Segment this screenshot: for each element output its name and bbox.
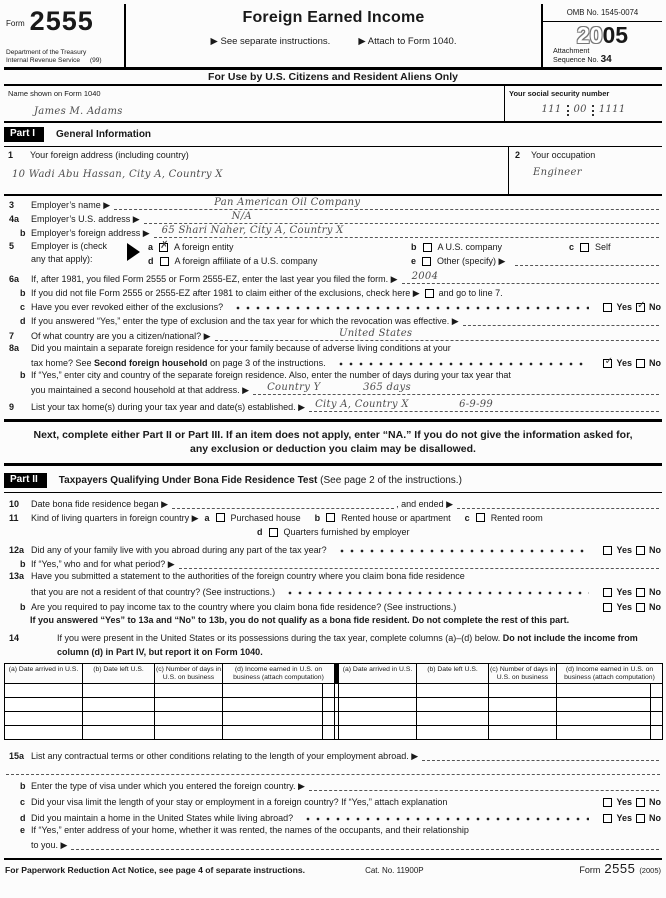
line-4b: b Employer’s foreign address ▶ 65 Shari Naher, City A, Country X [4,225,662,239]
name-ssn-row [4,86,662,123]
checkbox-13a-yes[interactable] [603,588,612,597]
line-6c: c Have you ever revoked either of the exclusions? Yes ✓ No [20,299,661,312]
line8b-text2: you maintained a second household at that address. ▶ [31,385,250,395]
employer-us-address-field[interactable] [144,212,659,224]
line-8a: 8a Did you maintain a separate foreign residence for your family because of adverse living conditions at your tax home? See Second foreign household on page 3 of the instructions. ✓ Yes No [9,343,661,368]
table-row[interactable] [5,712,663,726]
checkbox-8a-no[interactable] [636,359,645,368]
page-title: Foreign Earned Income [242,9,425,26]
line6d-label: If you answered “Yes,” enter the type of exclusion and the tax year for which the revocation was effective. ▶ [31,316,459,326]
col-days-us: (c) Number of days in U.S. on business [155,664,223,684]
line10-label1: Date bona fide residence began ▶ [31,499,169,509]
option-11b-rented-house: b Rented house or apartment [314,512,451,523]
line15e-text2: to you. ▶ [31,840,68,850]
checkbox-11a-purchased-house[interactable] [216,513,225,522]
revocation-field[interactable] [463,314,659,326]
yesno-15c [603,796,661,808]
table-row[interactable] [5,726,663,740]
line-9: 9 List your tax home(s) during your tax year and date(s) established. ▶ City A, Country X 6-9-99 [4,396,662,413]
department-block [6,49,122,65]
checkbox-8a-yes[interactable]: ✓ [604,355,614,367]
yesno-15d [603,812,661,824]
line15b-label: Enter the type of visa under which you entered the foreign country. ▶ [31,781,305,791]
line4b-label: Employer’s foreign address ▶ [31,228,150,238]
attachment-sequence: Attachment Sequence No. 34 [553,46,612,65]
col-days-us: (c) Number of days in U.S. on business [489,664,557,684]
part2-title-note: (See page 2 of the instructions.) [320,474,462,486]
option-5d-foreign-affiliate: d A foreign affiliate of a U.S. company [148,256,318,266]
employer-name-value: Pan American Oil Company [214,197,361,208]
form-header [4,4,662,70]
yesno-6c [603,301,661,313]
see-instructions-note: ▶ See separate instructions. [210,36,331,47]
yes-label: Yes [616,358,632,368]
tax-home-date: 6-9-99 [459,399,494,410]
yes-label: Yes [616,813,632,823]
omb-year-block [541,4,662,67]
line12a-label: Did any of your family live with you abroad during any part of the tax year? [31,545,327,555]
second-household-country: Country Y [267,382,321,393]
paperwork-notice: For Paperwork Reduction Act Notice, see page 4 of separate instructions. [5,865,306,875]
tax-home-field[interactable] [309,400,659,412]
line12b-label: If “Yes,” who and for what period? ▶ [31,559,175,569]
option-11d-employer-quarters: d Quarters furnished by employer [257,527,410,537]
checkbox-13a-no[interactable] [636,588,645,597]
form-title-block [126,4,541,67]
line15a-label: List any contractual terms or other conditions relating to the length of your employment abroad. ▶ [31,751,419,761]
table-row[interactable] [5,684,663,698]
checkbox-6c-yes[interactable] [603,303,612,312]
line-10: 10 Date bona fide residence began ▶ , and ended ▶ [4,493,662,510]
dot-leader [303,817,589,821]
line-8b: b If “Yes,” enter city and country of the separate foreign residence. Also, enter the number of days during your tax year that you maintained a second household at that address. ▶ Country Y 365 days [4,369,662,396]
checkbox-5c-self[interactable] [580,243,589,252]
line13b-label: Are you required to pay income tax to the country where you claim bona fide residence? (See instructions.) [31,602,457,612]
yes-label: Yes [616,587,632,597]
line14-text: If you were present in the United States or its possessions during the tax year, complete columns (a)–(d) below. [57,633,503,643]
checkbox-12a-yes[interactable] [603,546,612,555]
option-5c-self: c Self [569,242,611,252]
col-date-arrived: (a) Date arrived in U.S. [339,664,417,684]
checkbox-5a-foreign-entity[interactable]: ✗ [160,239,169,251]
no-label: No [649,813,661,823]
second-foreign-household: Second foreign household [94,358,208,368]
line-6a: 6a If, after 1981, you filed Form 2555 or Form 2555-EZ, enter the last year you filed the form. ▶ 2004 [4,270,662,285]
line7-label: Of what country are you a citizen/national? ▶ [31,331,211,341]
option-11a-purchased-house: a Purchased house [204,512,301,523]
sequence-number: 34 [600,53,612,65]
checkbox-13b-no[interactable] [636,603,645,612]
checkbox-5b-us-company[interactable] [423,243,432,252]
yesno-13b [603,601,661,613]
yesno-8a [603,357,661,369]
checkbox-5d-foreign-affiliate[interactable] [160,257,169,266]
last-year-filed-field[interactable] [402,272,659,284]
part1-header [4,123,662,147]
checkbox-11b-rented-house[interactable] [326,513,335,522]
line9-label: List your tax home(s) during your tax year and date(s) established. ▶ [31,402,306,412]
ssn-value: 111 00 1111 [541,104,626,115]
line-12b: b If “Yes,” who and for what period? ▶ [4,556,662,570]
foreign-address-value: 10 Wadi Abu Hassan, City A, Country X [12,169,223,180]
line-4a: 4a Employer’s U.S. address ▶ N/A [4,211,662,225]
residence-ended-field[interactable] [457,497,659,509]
table-header-row [5,664,663,684]
second-household-days: 365 days [363,382,411,393]
form-footer [4,858,662,877]
option-5b-us-company: b A U.S. company [411,242,503,252]
no-label: No [649,545,661,555]
occupation-value: Engineer [533,167,582,178]
option-5a-foreign-entity: a ✗ A foreign entity [148,239,234,252]
no-label: No [649,302,661,312]
dot-leader [285,591,589,595]
residence-began-field[interactable] [172,497,394,509]
checkbox-15c-no[interactable] [636,798,645,807]
line-5: 5 Employer is (check any that apply): a ✗ A foreign entity b A U.S. company c Self d A foreign affiliate of a U.S. company e Other (specify) ▶ [4,239,662,270]
line11-label: Kind of living quarters in foreign country ▶ [31,512,199,523]
checkbox-15c-yes[interactable] [603,798,612,807]
employer-name-field[interactable] [114,198,659,210]
citizen-country-field[interactable] [215,329,659,341]
checkbox-6c-no[interactable]: ✓ [637,299,646,311]
line-6d: d If you answered “Yes,” enter the type of exclusion and the tax year for which the revocation was effective. ▶ [4,313,662,327]
foreign-address-field[interactable]: 1 Your foreign address (including country) 10 Wadi Abu Hassan, City A, Country X [4,147,508,194]
line6b-suffix: and go to line 7. [438,288,503,298]
checkbox-13b-yes[interactable] [603,603,612,612]
part2-header [4,469,662,493]
last-year-filed-value: 2004 [411,271,439,282]
checkbox-6b-check-here[interactable] [425,289,434,298]
dept-line2: Internal Revenue Service [6,57,81,64]
ssn-separator [592,105,594,116]
omb-number: OMB No. 1545-0074 [543,4,662,22]
part2-tag: Part II [4,473,47,488]
col-income-us: (d) Income earned in U.S. on business (attach computation) [223,664,335,684]
line4a-label: Employer’s U.S. address ▶ [31,214,140,224]
checkbox-15d-yes[interactable] [603,814,612,823]
tax-home-value: City A, Country X [315,399,409,410]
col-date-left: (b) Date left U.S. [83,664,155,684]
col-income-us: (d) Income earned in U.S. on business (attach computation) [557,664,663,684]
line10-label2: , and ended ▶ [396,499,454,509]
yes-label: Yes [616,545,632,555]
who-what-period-field[interactable] [179,557,659,569]
ssn-field[interactable] [504,86,662,121]
line2-label: Your occupation [531,150,596,160]
other-specify-field[interactable] [515,256,659,266]
line15c-label: Did your visa limit the length of your stay or employment in a foreign country? If “Yes,” attach explanation [31,797,448,807]
name-label: Name shown on Form 1040 [8,89,101,98]
catalog-number: Cat. No. 11900P [365,866,424,875]
yesno-12a [603,544,661,556]
line6c-label: Have you ever revoked either of the exclusions? [31,302,224,312]
line1-label: Your foreign address (including country) [30,150,189,160]
ssn-separator [567,105,569,116]
form-word: Form [6,19,25,28]
contract-terms-field-line2[interactable] [6,763,660,775]
checkbox-5e-other[interactable] [422,257,431,266]
employer-foreign-address-value: 65 Shari Naher, City A, Country X [161,225,344,236]
checkbox-11d-employer-quarters[interactable] [269,528,278,537]
no-label: No [649,797,661,807]
line-13b: b Are you required to pay income tax to the country where you claim bona fide residence? (See instructions.) Yes No [20,602,661,612]
citizen-country-value: United States [338,328,413,339]
line-13a: 13a Have you submitted a statement to the authorities of the foreign country where you claim bona fide residence that you are not a resident of that country? (See instructions.) Yes No [9,571,661,597]
contract-terms-field[interactable] [422,749,659,761]
part1-tag: Part I [4,127,44,142]
checkbox-15d-no[interactable] [636,814,645,823]
option-11c-rented-room: c Rented room [464,512,543,523]
name-field[interactable] [4,86,504,121]
dot-leader [337,549,590,553]
line15e-text1: If “Yes,” enter address of your home, whether it was rented, the names of the occupants, and their relationship [31,825,469,835]
name-value: James M. Adams [34,106,123,117]
footer-form-id: Form 2555 (2005) [579,861,661,876]
usage-banner: For Use by U.S. Citizens and Resident Aliens Only [4,70,662,86]
line-15a: 15a List any contractual terms or other conditions relating to the length of your employment abroad. ▶ [4,746,662,762]
line-14: 14 If you were present in the United States or its possessions during the tax year, complete columns (a)–(d) below. Do not include the income from column (d) in Part IV, but report it on Form 1040. [9,633,638,657]
line-12a: 12a Did any of your family live with you abroad during any part of the tax year? Yes No [9,545,661,555]
yes-label: Yes [616,602,632,612]
yes-label: Yes [616,797,632,807]
line6a-label: If, after 1981, you filed Form 2555 or Form 2555-EZ, enter the last year you filed the form. ▶ [31,274,398,284]
no-label: No [649,602,661,612]
checkbox-12a-no[interactable] [636,546,645,555]
line14-bold: Do not include the income from column (d) in Part IV, but report it on Form 1040. [57,633,638,657]
line-15d: d Did you maintain a home in the United States while living abroad? Yes No [20,813,661,823]
line-15b: b Enter the type of visa under which you entered the foreign country. ▶ [4,777,662,792]
line-7: 7 Of what country are you a citizen/national? ▶ United States [4,327,662,342]
na-notice: Next, complete either Part II or Part III. If an item does not apply, enter “NA.” If you do not give the information asked for, any exclusion or deduction you claim may be disallowed. [4,419,662,466]
line13a-text1: Have you submitted a statement to the authorities of the foreign country where you claim bona fide residence [31,571,465,581]
part2-title: Taxpayers Qualifying Under Bona Fide Residence Test [58,474,318,486]
dept-line1: Department of the Treasury [6,49,87,56]
line1-2-row [4,147,662,196]
line-15e: e If “Yes,” enter address of your home, whether it was rented, the names of the occupants, and their relationship to you. ▶ [4,824,662,851]
dot-leader [233,306,589,310]
option-5e-other: e Other (specify) ▶ [411,255,661,267]
dept-code: (99) [89,57,102,64]
us-home-address-field[interactable] [71,838,659,850]
part1-title: General Information [56,128,152,140]
line8b-text1: If “Yes,” enter city and country of the separate foreign residence. Also, enter the number of days during your tax year that [31,370,511,380]
big-arrow-icon [127,243,140,261]
visa-type-field[interactable] [309,779,659,791]
line-6b: b If you did not file Form 2555 or 2555-EZ after 1981 to claim either of the exclusions, check here ▶ and go to line 7. [20,288,503,298]
yesno-13a [603,586,661,598]
table-row[interactable] [5,698,663,712]
line6b-label: If you did not file Form 2555 or 2555-EZ after 1981 to claim either of the exclusions, check here ▶ [31,288,420,298]
line8a-text1: Did you maintain a separate foreign residence for your family because of adverse living conditions at your [31,343,451,353]
line13a-text2: that you are not a resident of that country? (See instructions.) [31,587,276,597]
line-3: 3 Employer’s name ▶ Pan American Oil Company [4,196,662,211]
occupation-field[interactable]: 2 Your occupation Engineer [508,147,662,194]
yes-label: Yes [616,302,632,312]
second-household-field[interactable] [253,383,659,395]
form-number: 2555 [29,6,94,36]
line15d-label: Did you maintain a home in the United States while living abroad? [31,813,294,823]
attach-note: ▶ Attach to Form 1040. [358,36,457,47]
col-date-arrived: (a) Date arrived in U.S. [5,664,83,684]
line-11: 11 Kind of living quarters in foreign country ▶ a Purchased house b Rented house or apartment c Rented room d Quarters furnished by employer [9,512,543,537]
line13-warning: If you answered “Yes” to 13a and “No” to 13b, you do not qualify as a bona fide resident. Do not complete the rest of this part. [30,615,570,625]
ssn-label: Your social security number [509,89,610,98]
form-id-block [4,4,126,67]
employer-foreign-address-field[interactable] [154,226,659,238]
line-15c: c Did your visa limit the length of your stay or employment in a foreign country? If “Yes,” attach explanation Yes No [20,797,661,807]
checkbox-11c-rented-room[interactable] [476,513,485,522]
line14-travel-table [4,663,663,740]
employer-us-address-value: N/A [231,211,252,222]
no-label: No [649,358,661,368]
line3-label: Employer’s name ▶ [31,200,111,210]
col-date-left: (b) Date left U.S. [417,664,489,684]
no-label: No [649,587,661,597]
tax-year: 2005 [576,22,629,48]
dot-leader [336,362,590,366]
